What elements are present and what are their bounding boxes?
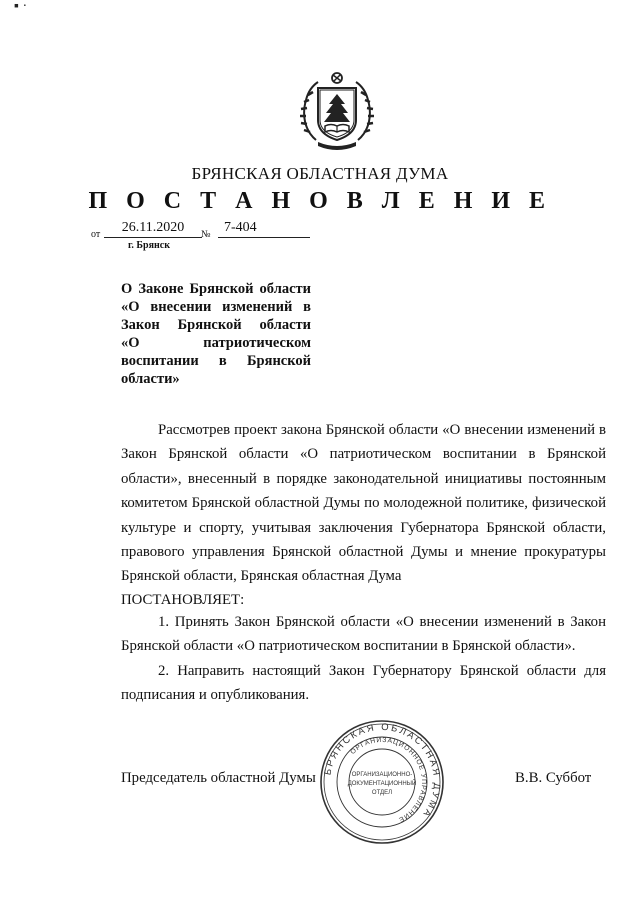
signatory-position: Председатель областной Думы xyxy=(121,770,316,786)
resolve-heading: ПОСТАНОВЛЯЕТ: xyxy=(121,592,245,608)
city-name: г. Брянск xyxy=(128,240,170,251)
subject-line: воспитании в Брянской xyxy=(121,353,311,369)
document-subject xyxy=(121,280,311,388)
document-type-title: П О С Т А Н О В Л Е Н И Е xyxy=(88,188,552,214)
subject-line: «О внесении изменений в xyxy=(121,299,311,315)
subject-line: области» xyxy=(121,371,180,387)
stamp-center-line: ОРГАНИЗАЦИОННО- xyxy=(351,772,413,778)
subject-line: Закон Брянской области xyxy=(121,317,311,333)
subject-line: «О патриотическом xyxy=(121,335,311,351)
coat-of-arms-emblem xyxy=(298,70,376,152)
body-paragraph: Рассмотрев проект закона Брянской области «О внесении изменений в Закон Брянской области «О патриотическом воспитании в Брянской области», внесенный в порядке законодательной инициативы постоянным комитетом Брянской областной Думы по молодежной политике, физической культуре и спорту, учитывая заключения Губернатора Брянской области, правового управления Брянской областной Думы и мнение прокуратуры Брянской области, Брянская областная Дума xyxy=(121,422,606,585)
stamp-inner-path: ОРГАНИЗАЦИОННОЕ УПРАВЛЕНИЕ xyxy=(349,736,428,824)
resolution-item-1: 1. Принять Закон Брянской области «О внесении изменений в Закон Брянской области «О патриотическом воспитании в Брянской области». xyxy=(121,614,606,655)
signatory-name: В.В. Суббот xyxy=(515,770,592,786)
date-label: от xyxy=(91,229,101,240)
document-number: 7-404 xyxy=(218,220,310,238)
stamp-center-line: ОТДЕЛ xyxy=(371,790,393,796)
resolution-item-2: 2. Направить настоящий Закон Губернатору Брянской области для подписания и опубликования. xyxy=(121,663,606,704)
corner-scan-mark: ▪ · xyxy=(14,0,28,14)
organization-name: БРЯНСКАЯ ОБЛАСТНАЯ ДУМА xyxy=(191,164,449,183)
stamp-center-line: ДОКУМЕНТАЦИОННЫЙ xyxy=(347,781,417,787)
subject-line: О Законе Брянской области xyxy=(121,281,311,297)
number-label: № xyxy=(201,229,211,240)
official-stamp xyxy=(318,718,446,846)
stamp-outer-path: БРЯНСКАЯ ОБЛАСТНАЯ ДУМА xyxy=(322,721,443,821)
document-date: 26.11.2020 xyxy=(104,220,202,238)
